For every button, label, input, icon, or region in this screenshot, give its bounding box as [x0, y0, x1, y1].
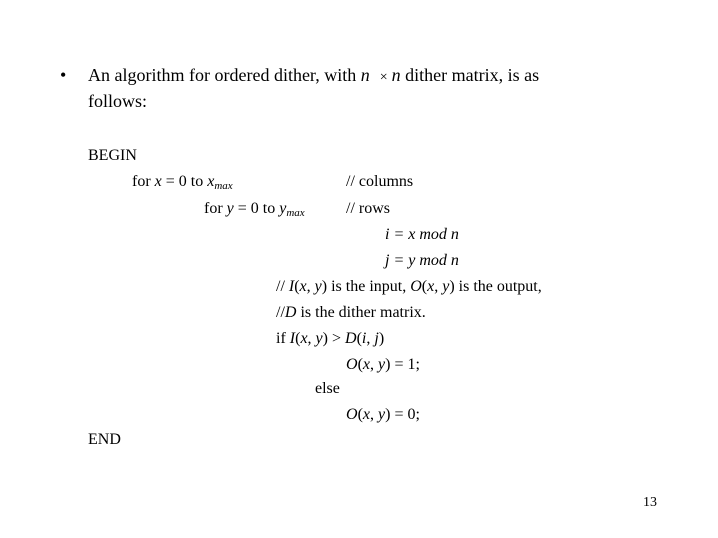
a0-x: x: [362, 406, 370, 423]
c1-paren2: (: [421, 278, 428, 295]
if-D: D: [345, 330, 357, 347]
c1-y: y: [314, 278, 322, 295]
c1-I: I: [288, 278, 295, 295]
code-i-line: i = x mod n: [385, 226, 459, 243]
a1-x: x: [362, 356, 370, 373]
for-x-range: = 0 to: [161, 173, 208, 190]
c1-input-text: ) is the input,: [321, 278, 411, 295]
code-if: [276, 331, 384, 347]
for-y-limit: y: [279, 200, 287, 217]
c1-paren: (: [294, 278, 300, 295]
if-paren2: (: [356, 330, 362, 347]
a0-y: y: [378, 406, 386, 423]
intro-line-2: follows:: [88, 91, 148, 111]
for-x-keyword: for: [132, 173, 155, 190]
if-gt: ) >: [322, 330, 346, 347]
a0-comma: ,: [370, 406, 378, 423]
intro-text-b: dither matrix, is as: [400, 65, 540, 85]
comment-rows: // rows: [346, 200, 390, 217]
a1-y: y: [378, 356, 386, 373]
comment-dither: [276, 305, 426, 321]
for-y-range: = 0 to: [233, 200, 280, 217]
if-I: I: [289, 330, 296, 347]
for-y-keyword: for: [204, 200, 227, 217]
page-number: 13: [643, 495, 657, 510]
intro-n-1: n: [360, 65, 370, 85]
for-x-limit: x: [207, 173, 215, 190]
code-end: END: [88, 431, 121, 448]
c1-y2: y: [442, 278, 450, 295]
c1-comma2: ,: [434, 278, 443, 295]
intro-line-1: [88, 66, 539, 85]
c1-output-text: ) is the output,: [449, 278, 542, 295]
if-i: i: [361, 330, 367, 347]
for-y-var: y: [226, 200, 234, 217]
c1-x: x: [299, 278, 307, 295]
a0-paren: (: [357, 406, 363, 423]
code-assign-0: [346, 407, 420, 423]
if-comma: ,: [307, 330, 316, 347]
a1-comma: ,: [370, 356, 378, 373]
code-for-x: [132, 174, 233, 190]
a0-O: O: [346, 406, 358, 423]
c1-O: O: [410, 278, 422, 295]
if-paren: (: [295, 330, 301, 347]
c2-text: is the dither matrix.: [296, 304, 426, 321]
code-for-y: [204, 201, 305, 217]
c1-x2: x: [427, 278, 435, 295]
intro-text-a: An algorithm for ordered dither, with: [88, 65, 361, 85]
if-x: x: [300, 330, 308, 347]
if-keyword: if: [276, 330, 290, 347]
a1-value: ) = 1;: [385, 356, 420, 373]
bullet: •: [60, 65, 67, 85]
for-y-sub: max: [286, 207, 305, 219]
c2-D: D: [284, 304, 297, 321]
if-close: ): [378, 330, 385, 347]
comment-columns: // columns: [346, 173, 414, 190]
c2-slashes: //: [276, 304, 285, 321]
c1-comma: ,: [306, 278, 315, 295]
a1-O: O: [346, 356, 358, 373]
intro-n-2: n: [391, 65, 401, 85]
a1-paren: (: [357, 356, 363, 373]
comment-io: [276, 279, 542, 295]
if-comma2: ,: [366, 330, 375, 347]
c1-slashes: //: [276, 278, 289, 295]
if-j: j: [374, 330, 379, 347]
for-x-var: x: [154, 173, 162, 190]
code-begin: BEGIN: [88, 147, 137, 164]
code-j-line: j = y mod n: [385, 252, 459, 269]
code-assign-1: [346, 357, 420, 373]
for-x-sub: max: [214, 180, 233, 192]
code-else: else: [315, 380, 340, 397]
a0-value: ) = 0;: [385, 406, 420, 423]
times-symbol: ×: [379, 70, 388, 85]
if-y: y: [315, 330, 323, 347]
